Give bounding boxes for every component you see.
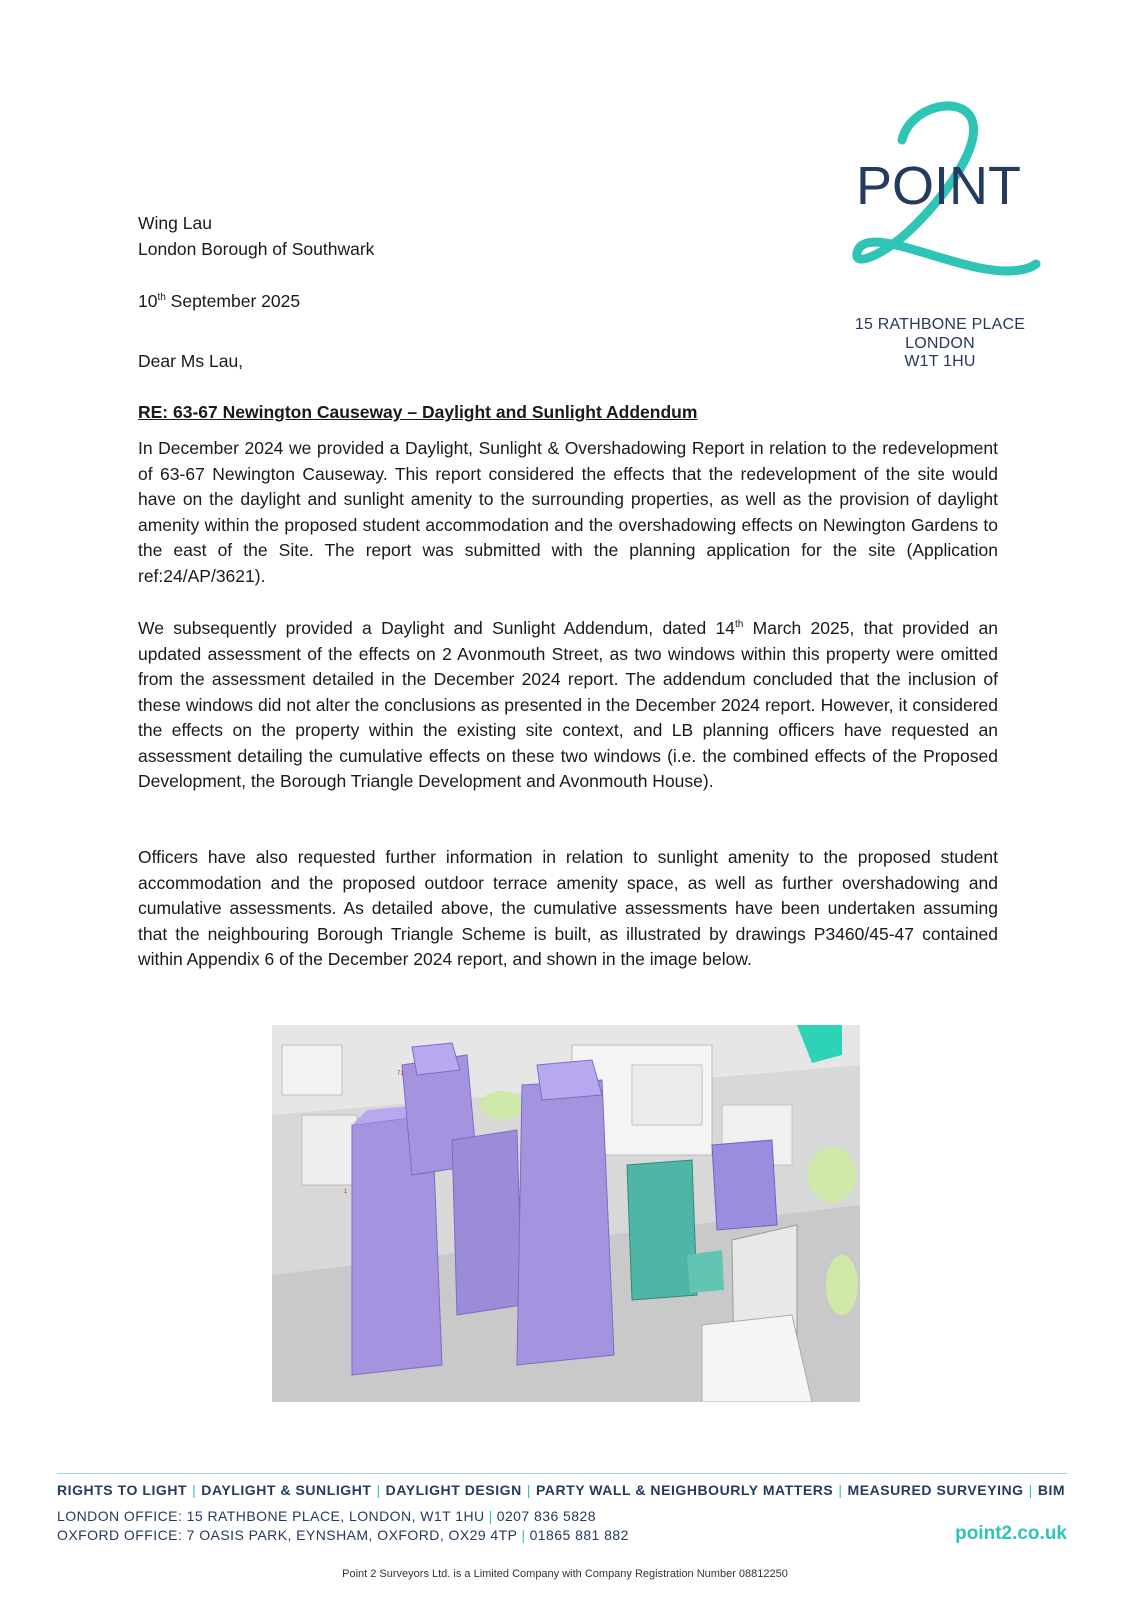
address-line-2: LONDON xyxy=(905,334,975,352)
services-list xyxy=(57,1482,1067,1498)
date-day: 10 xyxy=(138,291,158,311)
separator: | xyxy=(488,1508,493,1524)
london-office xyxy=(57,1508,596,1524)
service-item: RIGHTS TO LIGHT xyxy=(57,1482,188,1498)
service-item: BIM xyxy=(1037,1482,1066,1498)
salutation: Dear Ms Lau, xyxy=(138,351,244,371)
company-registration: Point 2 Surveyors Ltd. is a Limited Company with Company Registration Number 08812250 xyxy=(342,1568,788,1580)
recipient-name: Wing Lau xyxy=(138,213,212,233)
letter-date xyxy=(138,289,998,315)
body-paragraph-3: Officers have also requested further information in relation to sunlight amenity to the proposed student accommodation and the proposed outdoor terrace amenity space, as well as further overshadowing and cumulative assessments. As detailed above, the cumulative assessments have been undertaken assuming that the neighbouring Borough Triangle Scheme is built, as illustrated by drawings P3460/45-47 contained within Appendix 6 of the December 2024 report, and shown in the image below. xyxy=(138,847,998,969)
oxford-office-address: OXFORD OFFICE: 7 OASIS PARK, EYNSHAM, OXFORD, OX29 4TP xyxy=(57,1527,518,1543)
recipient-block xyxy=(138,211,998,262)
subject-line: RE: 63-67 Newington Causeway – Daylight and Sunlight Addendum xyxy=(138,402,698,422)
london-office-address: LONDON OFFICE: 15 RATHBONE PLACE, LONDON, W1T 1HU xyxy=(57,1508,485,1524)
oxford-office-phone: 01865 881 882 xyxy=(529,1527,629,1543)
service-item: PARTY WALL & NEIGHBOURLY MATTERS xyxy=(535,1482,834,1498)
london-office-phone: 0207 836 5828 xyxy=(496,1508,596,1524)
address-line-1: 15 RATHBONE PLACE xyxy=(854,316,1026,333)
service-item: DAYLIGHT & SUNLIGHT xyxy=(201,1482,372,1498)
paragraph-2-part-a: We subsequently provided a Daylight and Sunlight Addendum, dated 14 xyxy=(138,618,735,638)
separator: | xyxy=(376,1482,381,1498)
svg-text:71​: 71​ xyxy=(397,1071,404,1077)
massing-model-image xyxy=(272,1025,860,1402)
logo-wordmark: POINT xyxy=(856,156,1022,216)
svg-text:1​: 1​ xyxy=(344,1189,348,1195)
website-link[interactable]: point2.co.uk xyxy=(955,1523,1067,1544)
body-paragraph-2 xyxy=(138,616,998,795)
body-paragraph-1: In December 2024 we provided a Daylight, Sunlight & Overshadowing Report in relation to the redevelopment of 63-67 Newington Causeway. This report considered the effects that the redevelopment of the site would have on the daylight and sunlight amenity to the surrounding properties, as well as the provision of daylight amenity within the proposed student accommodation and the overshadowing effects on Newington Gardens to the east of the Site. The report was submitted with the planning application for the site (Application ref:24/AP/3621). xyxy=(138,438,998,586)
address-line-3: W1T 1HU xyxy=(904,353,976,370)
massing-model-illustration xyxy=(272,1025,860,1402)
footer-divider xyxy=(57,1473,1067,1474)
paragraph-2-part-b: March 2025, that provided an updated assessment of the effects on 2 Avonmouth Street, as two windows within this property were omitted from the assessment detailed in the December 2024 report. The addendum concluded that the inclusion of these windows did not alter the conclusions as presented in the December 2024 report. However, it considered the effects on the property within the existing site context, and LB planning officers have requested an assessment detailing the cumulative effects on these two windows (i.e. the combined effects of the Proposed Development, the Borough Triangle Development and Avonmouth House). xyxy=(138,618,998,791)
date-suffix: th xyxy=(157,292,166,304)
separator: | xyxy=(521,1527,526,1543)
separator: | xyxy=(1028,1482,1033,1498)
service-item: MEASURED SURVEYING xyxy=(847,1482,1024,1498)
separator: | xyxy=(838,1482,843,1498)
date-rest: September 2025 xyxy=(165,291,301,311)
recipient-organisation: London Borough of Southwark xyxy=(138,238,375,259)
separator: | xyxy=(192,1482,197,1498)
paragraph-2-superscript: th xyxy=(735,619,744,631)
oxford-office xyxy=(57,1527,629,1543)
service-item: DAYLIGHT DESIGN xyxy=(385,1482,522,1498)
separator: | xyxy=(526,1482,531,1498)
